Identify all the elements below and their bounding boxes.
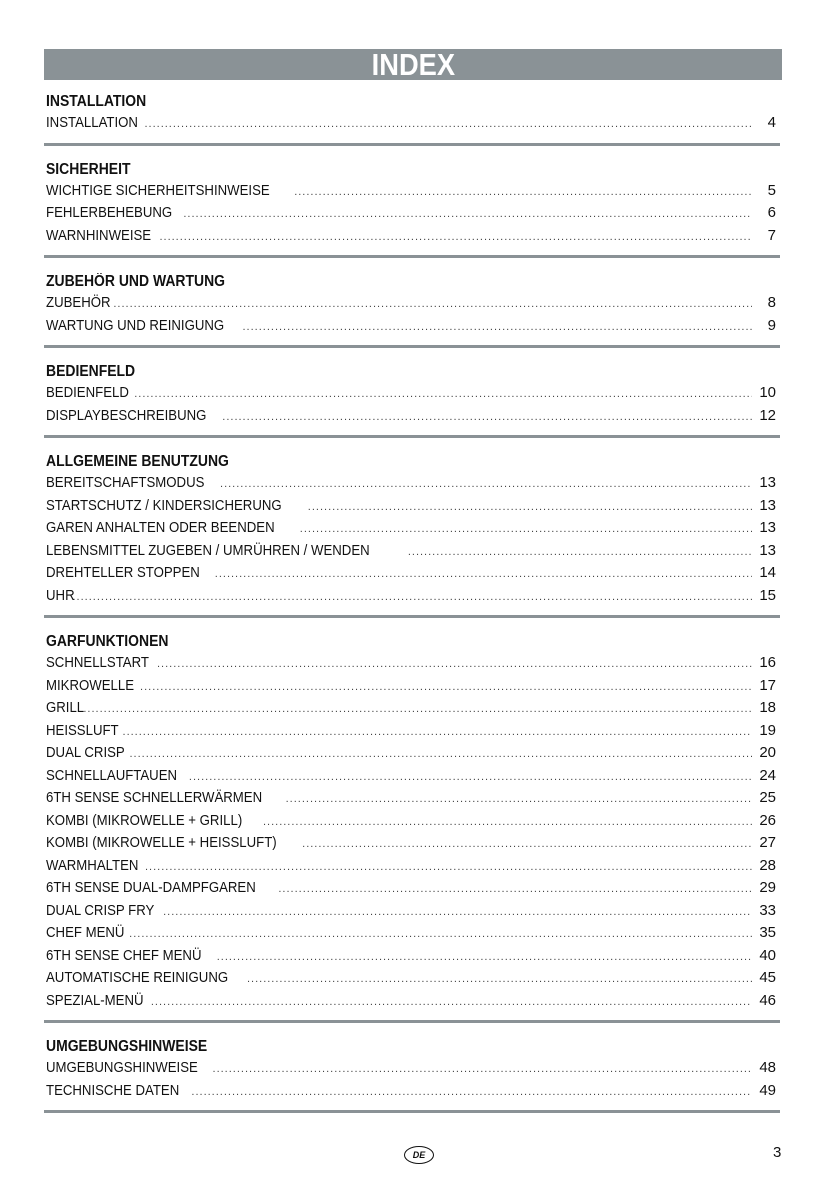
dot-leader — [113, 293, 752, 316]
toc-entry-page: 29 — [759, 879, 776, 896]
dot-leader — [215, 563, 752, 586]
toc-section — [46, 362, 776, 438]
toc-entry-page: 46 — [759, 991, 776, 1009]
dot-leader — [247, 968, 752, 991]
toc-entry-page: 27 — [759, 834, 776, 851]
toc-entry[interactable] — [46, 1057, 776, 1080]
toc-entry-label: WARTUNG UND REINIGUNG — [46, 316, 225, 334]
toc-entry-label: STARTSCHUTZ / KINDERSICHERUNG — [46, 496, 282, 514]
table-of-contents — [46, 92, 776, 1127]
dot-leader — [278, 878, 752, 901]
toc-entry-page: 48 — [759, 1059, 776, 1076]
section-divider — [44, 143, 780, 146]
toc-entry[interactable] — [46, 855, 776, 878]
toc-entry-label: DREHTELLER STOPPEN — [46, 564, 200, 581]
toc-entry-label: GAREN ANHALTEN ODER BEENDEN — [46, 519, 275, 536]
toc-entry-label: BEDIENFELD — [46, 384, 129, 401]
toc-entry[interactable] — [46, 945, 776, 968]
dot-leader — [308, 496, 752, 519]
toc-section — [46, 452, 776, 618]
toc-entry-label: FEHLERBEHEBUNG — [46, 204, 173, 221]
section-divider — [44, 255, 780, 258]
toc-entry-page: 20 — [759, 744, 776, 761]
toc-entry-label: WARMHALTEN — [46, 856, 139, 874]
dot-leader — [263, 811, 752, 834]
toc-entry-label: MIKROWELLE — [46, 676, 135, 694]
dot-leader — [213, 1058, 752, 1081]
toc-entry-page: 14 — [759, 564, 776, 581]
section-title: BEDIENFELD — [46, 363, 136, 380]
dot-leader — [183, 203, 752, 226]
section-title: UMGEBUNGSHINWEISE — [46, 1038, 208, 1055]
toc-entry[interactable] — [46, 517, 776, 540]
toc-entry[interactable] — [46, 742, 776, 765]
toc-entry[interactable] — [46, 225, 776, 248]
toc-entry-page: 45 — [759, 969, 776, 986]
dot-leader — [163, 901, 752, 924]
toc-entry[interactable] — [46, 922, 776, 945]
dot-leader — [73, 586, 753, 609]
toc-entry[interactable] — [46, 495, 776, 518]
toc-entry-page: 24 — [759, 766, 776, 784]
toc-entry-label: SCHNELLAUFTAUEN — [46, 766, 178, 784]
toc-entry[interactable] — [46, 877, 776, 900]
dot-leader — [286, 788, 752, 811]
toc-entry-label: LEBENSMITTEL ZUGEBEN / UMRÜHREN / WENDEN — [46, 541, 370, 559]
toc-section — [46, 1037, 776, 1113]
toc-entry[interactable] — [46, 585, 776, 608]
toc-entry[interactable] — [46, 472, 776, 495]
toc-entry[interactable] — [46, 697, 776, 720]
toc-entry-label: 6TH SENSE DUAL-DAMPFGAREN — [46, 879, 256, 896]
section-title: SICHERHEIT — [46, 160, 131, 178]
toc-entry-page: 16 — [759, 654, 776, 671]
dot-leader — [243, 316, 753, 339]
toc-entry-page: 8 — [767, 294, 776, 311]
section-divider — [44, 615, 780, 618]
dot-leader — [83, 698, 752, 721]
toc-entry-label: UMGEBUNGSHINWEISE — [46, 1059, 198, 1076]
dot-leader — [129, 923, 752, 946]
dot-leader — [189, 766, 752, 789]
toc-section — [46, 92, 776, 146]
toc-entry[interactable] — [46, 990, 776, 1013]
toc-entry-label: SCHNELLSTART — [46, 654, 149, 671]
toc-entry-page: 28 — [759, 856, 776, 874]
toc-entry-label: CHEF MENÜ — [46, 924, 125, 941]
toc-entry-page: 5 — [767, 181, 776, 199]
toc-entry-page: 25 — [759, 789, 776, 806]
toc-entry[interactable] — [46, 405, 776, 428]
toc-entry-label: WICHTIGE SICHERHEITSHINWEISE — [46, 181, 270, 199]
toc-entry-label: INSTALLATION — [46, 114, 138, 131]
toc-entry[interactable] — [46, 1080, 776, 1103]
toc-entry[interactable] — [46, 652, 776, 675]
dot-leader — [145, 856, 752, 879]
toc-entry-label: GRILL — [46, 699, 85, 716]
toc-entry-page: 4 — [767, 114, 776, 131]
dot-leader — [140, 676, 752, 699]
toc-entry-page: 26 — [759, 811, 776, 829]
toc-entry-page: 13 — [759, 541, 776, 559]
toc-entry-page: 17 — [759, 676, 776, 694]
toc-entry[interactable] — [46, 675, 776, 698]
toc-entry-label: UHR — [46, 586, 75, 604]
toc-entry[interactable] — [46, 720, 776, 743]
dot-leader — [129, 743, 752, 766]
section-divider — [44, 435, 780, 438]
toc-entry[interactable] — [46, 180, 776, 203]
toc-entry-label: WARNHINWEISE — [46, 226, 152, 244]
section-divider — [44, 1110, 780, 1113]
toc-entry-page: 13 — [759, 519, 776, 536]
toc-entry[interactable] — [46, 787, 776, 810]
toc-entry[interactable] — [46, 765, 776, 788]
toc-section — [46, 160, 776, 259]
dot-leader — [294, 181, 752, 204]
toc-entry-page: 9 — [767, 316, 776, 334]
toc-entry-page: 13 — [759, 474, 776, 491]
toc-entry-label: HEISSLUFT — [46, 721, 119, 739]
toc-entry-page: 7 — [767, 226, 776, 244]
toc-entry[interactable] — [46, 112, 776, 135]
toc-entry-page: 35 — [759, 924, 776, 941]
dot-leader — [159, 226, 752, 249]
toc-entry[interactable] — [46, 382, 776, 405]
toc-entry-label: SPEZIAL-MENÜ — [46, 991, 144, 1009]
dot-leader — [134, 383, 752, 406]
toc-entry-label: KOMBI (MIKROWELLE + HEISSLUFT) — [46, 834, 277, 851]
toc-entry-page: 15 — [759, 586, 776, 604]
dot-leader — [222, 406, 752, 429]
language-badge: DE — [404, 1146, 434, 1164]
toc-entry-page: 13 — [759, 496, 776, 514]
toc-entry-label: KOMBI (MIKROWELLE + GRILL) — [46, 811, 243, 829]
dot-leader — [144, 113, 752, 136]
toc-entry-label: DISPLAYBESCHREIBUNG — [46, 406, 207, 424]
dot-leader — [123, 721, 752, 744]
toc-section — [46, 632, 776, 1023]
toc-entry-label: TECHNISCHE DATEN — [46, 1081, 180, 1099]
page-title: INDEX — [371, 46, 455, 82]
toc-entry[interactable] — [46, 810, 776, 833]
toc-entry-page: 10 — [759, 384, 776, 401]
toc-entry[interactable] — [46, 540, 776, 563]
toc-section — [46, 272, 776, 348]
section-divider — [44, 1020, 780, 1023]
dot-leader — [300, 518, 752, 541]
toc-entry-label: DUAL CRISP FRY — [46, 901, 155, 919]
index-banner — [44, 46, 782, 82]
dot-leader — [217, 946, 752, 969]
toc-entry[interactable] — [46, 900, 776, 923]
dot-leader — [220, 473, 752, 496]
dot-leader — [302, 833, 752, 856]
toc-entry-label: AUTOMATISCHE REINIGUNG — [46, 969, 229, 986]
toc-entry-page: 12 — [759, 406, 776, 424]
toc-entry-label: DUAL CRISP — [46, 744, 125, 761]
section-divider — [44, 345, 780, 348]
section-title: GARFUNKTIONEN — [46, 633, 169, 650]
toc-entry-page: 49 — [759, 1081, 776, 1099]
dot-leader — [191, 1081, 752, 1104]
dot-leader — [151, 991, 752, 1014]
section-title: ZUBEHÖR UND WARTUNG — [46, 273, 226, 290]
toc-entry[interactable] — [46, 562, 776, 585]
toc-entry[interactable] — [46, 832, 776, 855]
toc-entry-page: 40 — [759, 946, 776, 964]
toc-entry-page: 6 — [767, 204, 776, 221]
toc-entry[interactable] — [46, 202, 776, 225]
toc-entry-page: 33 — [759, 901, 776, 919]
toc-entry-page: 18 — [759, 699, 776, 716]
toc-entry-page: 19 — [759, 721, 776, 739]
toc-entry[interactable] — [46, 315, 776, 338]
toc-entry-label: ZUBEHÖR — [46, 294, 111, 311]
section-title: INSTALLATION — [46, 93, 147, 110]
section-title: ALLGEMEINE BENUTZUNG — [46, 453, 229, 470]
dot-leader — [157, 653, 752, 676]
toc-entry-label: BEREITSCHAFTSMODUS — [46, 474, 205, 491]
toc-entry-label: 6TH SENSE CHEF MENÜ — [46, 946, 202, 964]
toc-entry[interactable] — [46, 967, 776, 990]
dot-leader — [408, 541, 752, 564]
page-number: 3 — [773, 1144, 782, 1161]
toc-entry[interactable] — [46, 292, 776, 315]
toc-entry-label: 6TH SENSE SCHNELLERWÄRMEN — [46, 789, 263, 806]
